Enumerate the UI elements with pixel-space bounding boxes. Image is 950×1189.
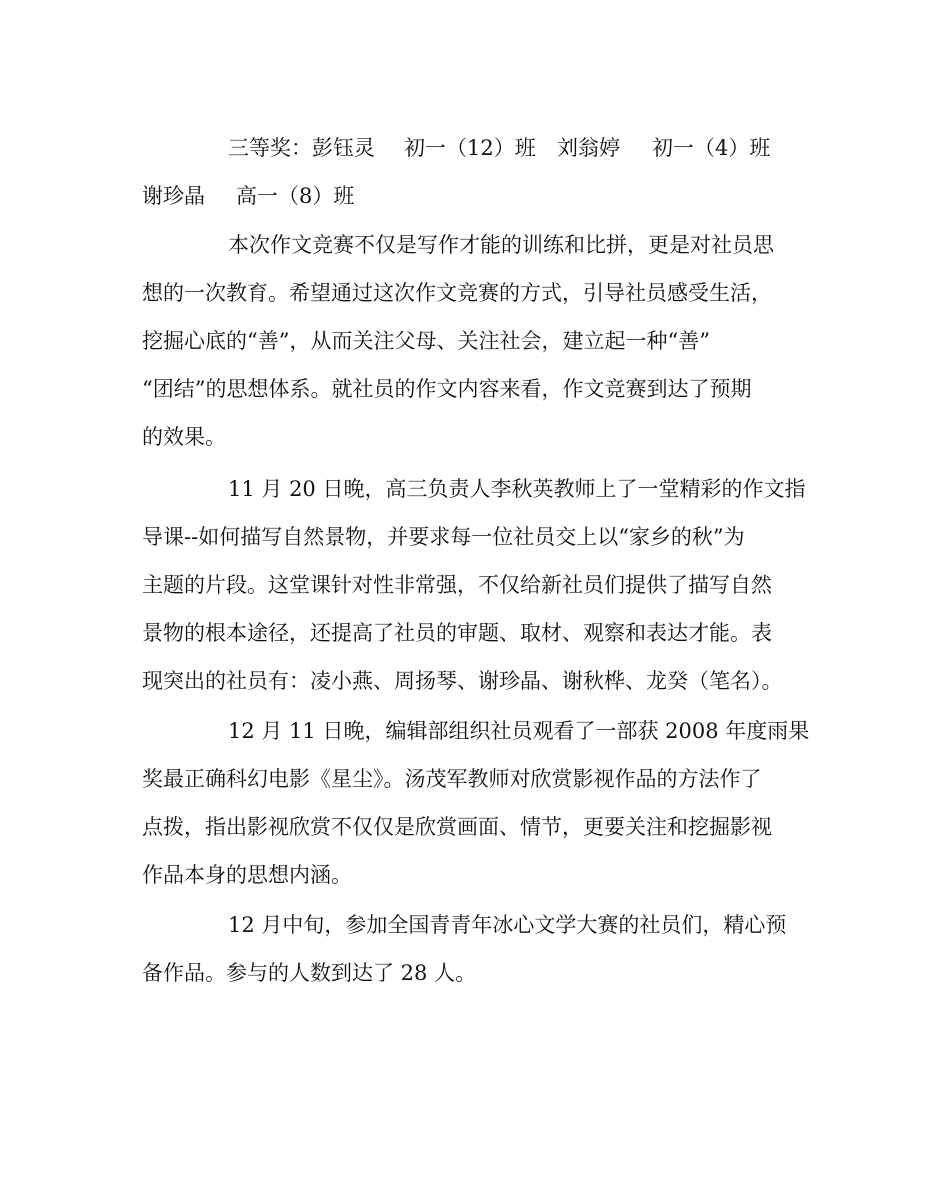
paragraph-3-line-4: 作品本身的思想内涵。 [142,863,352,887]
paragraph-2-line-2: 导课--如何描写自然景物，并要求每一位社员交上以“家乡的秋”为 [142,525,745,549]
paragraph-3-line-3: 点拨，指出影视欣赏不仅仅是欣赏画面、情节，更要关注和挖掘影视 [142,815,772,839]
award-class-3: 高一（8）班 [236,184,355,208]
paragraph-2-line-3: 主题的片段。这堂课针对性非常强，不仅给新社员们提供了描写自然 [142,573,772,597]
paragraph-1-line-5: 的效果。 [142,425,226,449]
award-name-3: 谢珍晶 [142,184,205,208]
paragraph-1-line-3: 挖掘心底的“善”，从而关注父母、关注社会，建立起一种“善” [142,329,710,353]
award-class-1: 初一（12）班 [404,136,536,160]
paragraph-1-line-1: 本次作文竞赛不仅是写作才能的训练和比拼，更是对社员思 [228,233,774,257]
award-label: 三等奖：彭钰灵 [228,136,375,160]
award-line-2 [0,173,950,219]
paragraph-2-line-1: 11 月 20 日晚，高三负责人李秋英教师上了一堂精彩的作文指 [228,477,806,501]
paragraph-3-line-1: 12 月 11 日晚，编辑部组织社员观看了一部获 2008 年度雨果 [228,719,810,743]
paragraph-2-line-4: 景物的根本途径，还提高了社员的审题、取材、观察和表达才能。表 [142,621,772,645]
paragraph-2-line-5: 现突出的社员有：凌小燕、周扬琴、谢珍晶、谢秋桦、龙癸（笔名）。 [142,669,783,693]
award-line-1 [0,125,950,171]
paragraph-4-line-1: 12 月中旬，参加全国青青年冰心文学大赛的社员们，精心预 [228,913,787,937]
award-class-2: 初一（4）班 [652,136,771,160]
paragraph-4-line-2: 备作品。参与的人数到达了 28 人。 [142,961,477,985]
paragraph-1-line-4: “团结”的思想体系。就社员的作文内容来看，作文竞赛到达了预期 [142,377,752,401]
award-name-2: 刘翁婷 [557,136,620,160]
paragraph-1-line-2: 想的一次教育。希望通过这次作文竞赛的方式，引导社员感受生活， [142,281,772,305]
paragraph-3-line-2: 奖最正确科幻电影《星尘》。汤茂军教师对欣赏影视作品的方法作了 [142,767,762,791]
